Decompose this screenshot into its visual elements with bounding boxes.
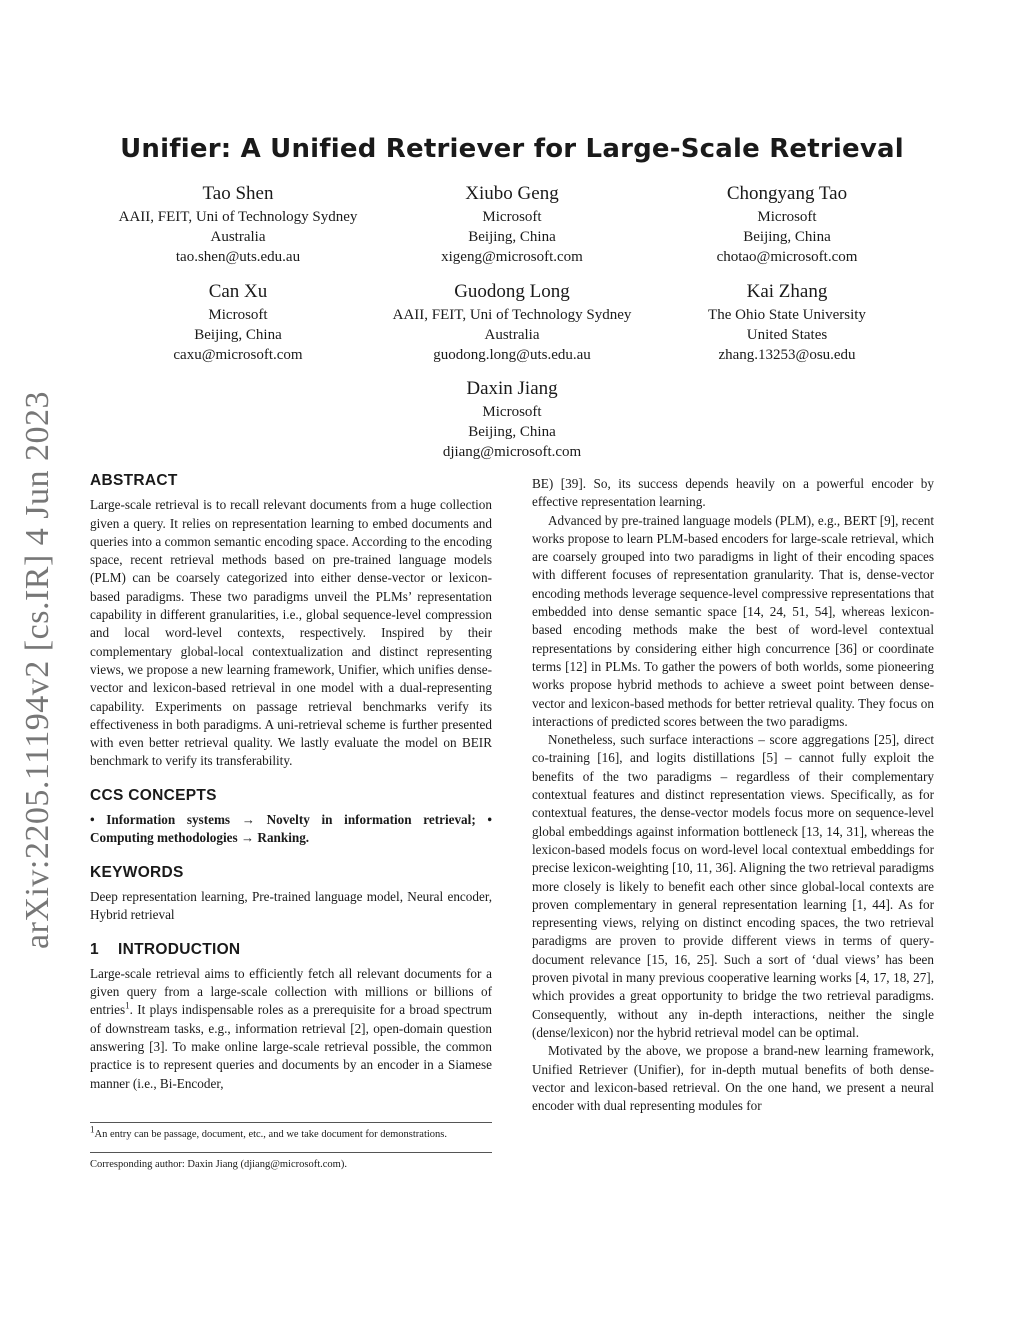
author-block bbox=[352, 279, 672, 365]
author-affiliation: Microsoft bbox=[482, 404, 542, 420]
author-location: United States bbox=[746, 327, 828, 343]
footnote-rule bbox=[90, 1122, 492, 1123]
arxiv-watermark bbox=[8, 380, 68, 960]
author-location: Beijing, China bbox=[194, 327, 282, 343]
footnote-mark: 1 bbox=[90, 1124, 95, 1135]
keywords-heading: KEYWORDS bbox=[90, 863, 184, 881]
author-email[interactable]: zhang.13253@osu.edu bbox=[718, 347, 856, 363]
author-email[interactable]: chotao@microsoft.com bbox=[716, 249, 858, 265]
arxiv-watermark-text: arXiv:2205.11194v2 [cs.IR] 4 Jun 2023 bbox=[19, 390, 57, 950]
abstract-heading: ABSTRACT bbox=[90, 472, 178, 489]
author-affiliation: AAII, FEIT, Uni of Technology Sydney bbox=[118, 209, 358, 225]
author-block bbox=[627, 181, 947, 267]
author-location: Australia bbox=[484, 327, 540, 343]
author-block bbox=[78, 181, 398, 267]
author-email[interactable]: caxu@microsoft.com bbox=[173, 347, 303, 363]
author-location: Beijing, China bbox=[743, 229, 831, 245]
left-column bbox=[90, 472, 492, 1093]
section-number: 1 bbox=[90, 940, 99, 958]
author-location: Australia bbox=[210, 229, 266, 245]
author-email[interactable]: tao.shen@uts.edu.au bbox=[175, 249, 301, 265]
keywords-text: Deep representation learning, Pre-trained language model, Neural encoder, Hybrid retrieval bbox=[90, 888, 492, 923]
author-name: Can Xu bbox=[208, 281, 268, 302]
author-affiliation: AAII, FEIT, Uni of Technology Sydney bbox=[392, 307, 632, 323]
author-name: Guodong Long bbox=[454, 281, 570, 302]
author-affiliation: The Ohio State University bbox=[708, 307, 866, 323]
author-block bbox=[352, 376, 672, 462]
author-name: Daxin Jiang bbox=[466, 378, 558, 399]
footnote-rule bbox=[90, 1152, 492, 1153]
paper-title: Unifier: A Unified Retriever for Large-Scale Retrieval bbox=[120, 134, 904, 164]
footnote-marker[interactable]: 1 bbox=[125, 1001, 130, 1012]
section-title: INTRODUCTION bbox=[118, 940, 241, 958]
author-name: Tao Shen bbox=[202, 183, 274, 204]
paragraph: Motivated by the above, we propose a brand-new learning framework, Unified Retriever (Unifier), for in-depth mutual benefits of both dense-vector and lexicon-based retrieval. On the one hand, we present a neural encoder with dual representing modules for bbox=[532, 1043, 934, 1114]
author-block bbox=[352, 181, 672, 267]
intro-text: Large-scale retrieval aims to efficiently fetch all relevant documents for a given query from a large-scale collection with millions or billions of entries bbox=[90, 965, 492, 1018]
author-affiliation: Microsoft bbox=[208, 307, 268, 323]
author-affiliation: Microsoft bbox=[757, 209, 817, 225]
author-location: Beijing, China bbox=[468, 424, 556, 440]
footnote bbox=[90, 1124, 492, 1142]
intro-heading bbox=[90, 941, 492, 959]
right-column bbox=[532, 475, 934, 1115]
author-name: Xiubo Geng bbox=[465, 183, 559, 204]
footnotes bbox=[90, 1122, 492, 1172]
paragraph: BE) [39]. So, its success depends heavily on a powerful encoder by effective representation learning. bbox=[532, 476, 934, 510]
paragraph: Nonetheless, such surface interactions – score aggregations [25], direct co-training [16], and logits distillations [5] – cannot fully exploit the benefits of the two paradigms – regardless of their complementary contextual features and distinct representation views. Specifically, as for contextual features, the dense-vector models focus more on sequence-level global embeddings against information bottleneck [13, 14, 31], whereas the lexicon-based models focus on word-level local contextual embeddings for precise lexicon-weighting [10, 11, 36]. Aligning the two retrieval paradigms more closely is likely to benefit each other since global-local contexts are proven complementary in general representation learning [1, 44]. As for representing views, relying on distinct encoding spaces, the two retrieval paradigms are proven to provide different views in terms of query-document relevance [15, 16, 25]. Such a sort of ‘dual views’ has been proven pivotal in many previous cooperative learning works [4, 17, 18, 27], which provides a great opportunity to bridge the two retrieval paradigms. Consequently, without any in-depth interactions, neither the single (dense/lexicon) nor the hybrid retrieval model can be optimal. bbox=[532, 732, 934, 1040]
author-name: Kai Zhang bbox=[746, 281, 828, 302]
corresponding-author-note: Corresponding author: Daxin Jiang (djiang@microsoft.com). bbox=[90, 1159, 347, 1170]
author-location: Beijing, China bbox=[468, 229, 556, 245]
ccs-text: • Information systems → Novelty in information retrieval; • Computing methodologies → Ranking. bbox=[90, 812, 492, 846]
abstract-text: Large-scale retrieval is to recall relevant documents from a huge collection given a query. It relies on representation learning to embed documents and queries into a common semantic encoding space. According to the encoding space, recent retrieval methods based on pre-trained language models (PLM) can be coarsely categorized into either dense-vector or lexicon-based paradigms. These two paradigms unveil the PLMs’ representation capability in different granularities, i.e., global sequence-level compression and local word-level contexts, respectively. Inspired by their complementary global-local contextualization and distinct representing views, we propose a new learning framework, Unifier, which unifies dense-vector and lexicon-based retrieval in one model with a dual-representing capability. Experiments on passage retrieval benchmarks verify its effectiveness in both paradigms. A uni-retrieval scheme is further presented with even better retrieval quality. We lastly evaluate the model on BEIR benchmark to verify its transferability. bbox=[90, 497, 492, 769]
author-email[interactable]: xigeng@microsoft.com bbox=[441, 249, 583, 265]
author-affiliation: Microsoft bbox=[482, 209, 542, 225]
author-email[interactable]: djiang@microsoft.com bbox=[442, 444, 582, 460]
author-block bbox=[78, 279, 398, 365]
intro-paragraph bbox=[90, 965, 492, 1093]
paragraph: Advanced by pre-trained language models (PLM), e.g., BERT [9], recent works propose to learn PLM-based encoders for large-scale retrieval, which are coarsely grouped into two paradigms in light of their encoding spaces with different focuses of representation granularity. That is, dense-vector encoding methods leverage sequence-level compressive representations that embedded into dense semantic space [14, 24, 51, 54], whereas lexicon-based encoding methods make the best of word-level contextual representations by considering either high concurrence [36] or coordinate terms [12] in PLMs. To gather the powers of both worlds, some pioneering works propose hybrid methods to achieve a sweet point between dense-vector and lexicon-based methods for better retrieval quality. They focus on interactions of predicted scores between the two paradigms. bbox=[532, 512, 934, 729]
footnote-text: An entry can be passage, document, etc., and we take document for demonstrations. bbox=[94, 1129, 448, 1140]
author-name: Chongyang Tao bbox=[726, 183, 848, 204]
author-email[interactable]: guodong.long@uts.edu.au bbox=[433, 347, 591, 363]
author-block bbox=[627, 279, 947, 365]
intro-text-rest: . It plays indispensable roles as a prerequisite for a broad spectrum of downstream tasks, e.g., information retrieval [2], open-domain question answering [3]. To make online large-scale retrieval possible, the common practice is to represent queries and documents by an encoder in a Siamese manner (i.e., Bi-Encoder, bbox=[90, 1002, 492, 1091]
ccs-heading: CCS CONCEPTS bbox=[90, 786, 217, 804]
